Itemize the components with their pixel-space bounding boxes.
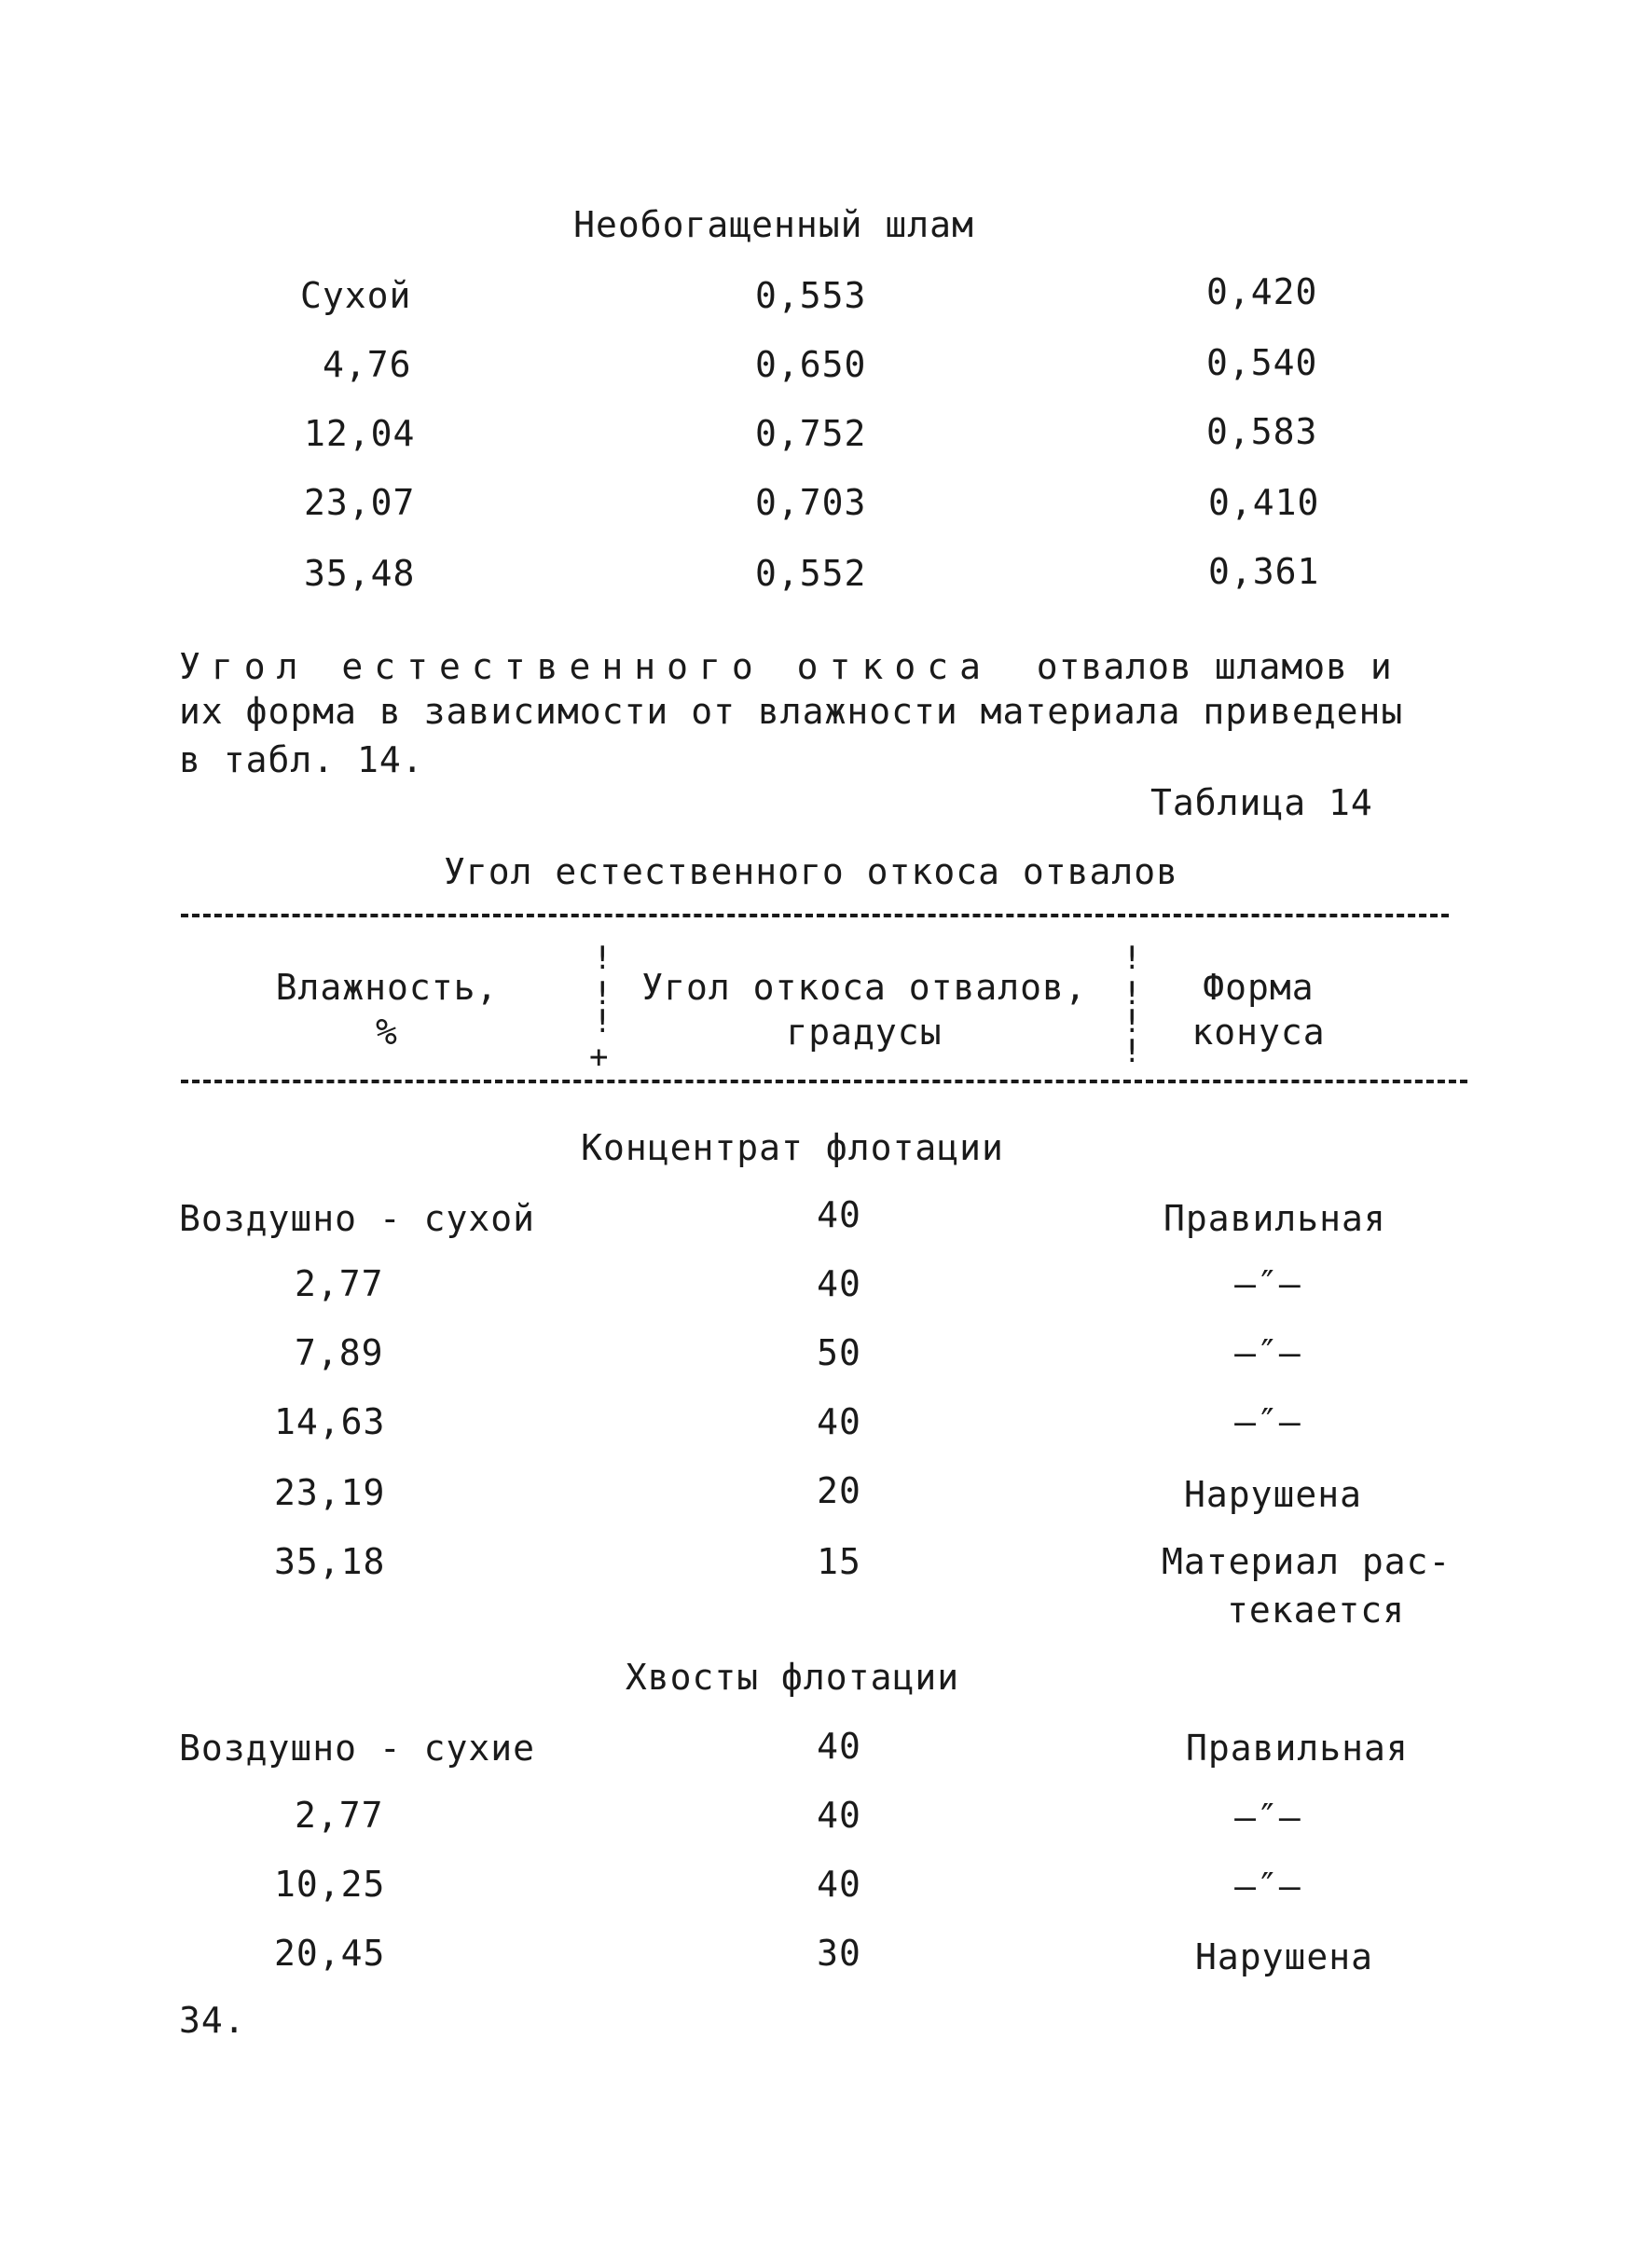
g2-row3-col3: –″–	[1234, 1866, 1301, 1907]
col-separator-1-mark: !	[593, 940, 613, 977]
header-col1-line2: %	[376, 1012, 398, 1053]
group1-title: Концентрат флотации	[581, 1127, 1004, 1168]
g1-row4-col2: 40	[817, 1401, 861, 1442]
g1-row6-col1: 35,18	[274, 1541, 386, 1582]
g2-row4-col2: 30	[817, 1933, 861, 1974]
col-separator-2-mark: !	[1122, 1003, 1142, 1040]
table-title: Угол естественного откоса отвалов	[444, 851, 1178, 892]
g1-row1-col1: Воздушно - сухой	[179, 1198, 536, 1239]
g1-row3-col1: 7,89	[295, 1332, 384, 1373]
s1-row5-col1: 35,48	[304, 553, 416, 594]
g2-row1-col2: 40	[817, 1726, 861, 1767]
header-col3-line1: Форма	[1203, 967, 1315, 1008]
s1-row3-col1: 12,04	[304, 413, 416, 454]
page-number: 34.	[179, 2000, 246, 2041]
g2-row1-col1: Воздушно - сухие	[179, 1728, 536, 1769]
g1-row6-col2: 15	[817, 1541, 861, 1582]
g1-row5-col1: 23,19	[274, 1472, 386, 1513]
s1-row4-col1: 23,07	[304, 482, 416, 523]
s1-row5-col3: 0,361	[1208, 551, 1320, 592]
table-label: Таблица 14	[1150, 782, 1373, 823]
paragraph-line1-rest: отвалов шламов и	[1036, 646, 1393, 687]
header-col1-line1: Влажность,	[275, 967, 499, 1008]
g2-row4-col3: Нарушена	[1195, 1936, 1374, 1977]
g2-row3-col1: 10,25	[274, 1864, 386, 1905]
g2-row2-col3: –″–	[1234, 1797, 1301, 1838]
g1-row3-col2: 50	[817, 1332, 861, 1373]
group2-title: Хвосты флотации	[625, 1657, 960, 1698]
header-col2-line2: градусы	[786, 1012, 943, 1053]
g1-row4-col3: –″–	[1234, 1401, 1301, 1442]
g1-row2-col3: –″–	[1234, 1263, 1301, 1304]
g1-row2-col2: 40	[817, 1263, 861, 1304]
g1-row3-col3: –″–	[1234, 1332, 1301, 1373]
g1-row2-col1: 2,77	[295, 1263, 384, 1304]
header-col3-line2: конуса	[1191, 1012, 1326, 1053]
s1-row4-col2: 0,703	[755, 482, 867, 523]
col-separator-1-cross: +	[589, 1039, 609, 1076]
s1-row4-col3: 0,410	[1208, 482, 1320, 523]
g1-row6-col3: Материал рас-	[1162, 1541, 1452, 1582]
s1-row2-col1: 4,76	[323, 344, 412, 385]
g2-row2-col2: 40	[817, 1795, 861, 1836]
s1-row2-col2: 0,650	[755, 344, 867, 385]
s1-row5-col2: 0,552	[755, 553, 867, 594]
g1-row5-col2: 20	[817, 1470, 861, 1511]
s1-row1-col3: 0,420	[1206, 271, 1318, 312]
s1-row1-col1: Сухой	[300, 275, 412, 316]
g1-row1-col2: 40	[817, 1194, 861, 1235]
g1-row1-col3: Правильная	[1163, 1198, 1386, 1239]
paragraph-line3: в табл. 14.	[179, 739, 424, 780]
s1-row3-col2: 0,752	[755, 413, 867, 454]
col-separator-1-mark: !	[593, 975, 613, 1012]
col-separator-2-mark: !	[1122, 940, 1142, 977]
paragraph-line1	[179, 643, 1503, 690]
paragraph-spaced-term: Угол естественного откоса	[179, 646, 992, 687]
s1-row2-col3: 0,540	[1206, 342, 1318, 383]
table-top-rule	[181, 914, 1449, 917]
col-separator-2-mark: !	[1122, 1033, 1142, 1070]
col-separator-1-mark: !	[593, 1003, 613, 1040]
table-header-rule	[181, 1080, 1467, 1083]
g1-row5-col3: Нарушена	[1184, 1474, 1363, 1515]
g2-row4-col1: 20,45	[274, 1933, 386, 1974]
s1-row1-col2: 0,553	[755, 275, 867, 316]
col-separator-2-mark: !	[1122, 975, 1142, 1012]
g1-row6-col3-line2: текается	[1227, 1590, 1406, 1631]
paragraph-line2: их форма в зависимости от влажности материала приведены	[179, 691, 1404, 732]
g2-row3-col2: 40	[817, 1864, 861, 1905]
section1-title: Необогащенный шлам	[573, 204, 974, 245]
g2-row2-col1: 2,77	[295, 1795, 384, 1836]
s1-row3-col3: 0,583	[1206, 411, 1318, 452]
header-col2-line1: Угол откоса отвалов,	[641, 967, 1087, 1008]
g2-row1-col3: Правильная	[1186, 1728, 1409, 1769]
g1-row4-col1: 14,63	[274, 1401, 386, 1442]
